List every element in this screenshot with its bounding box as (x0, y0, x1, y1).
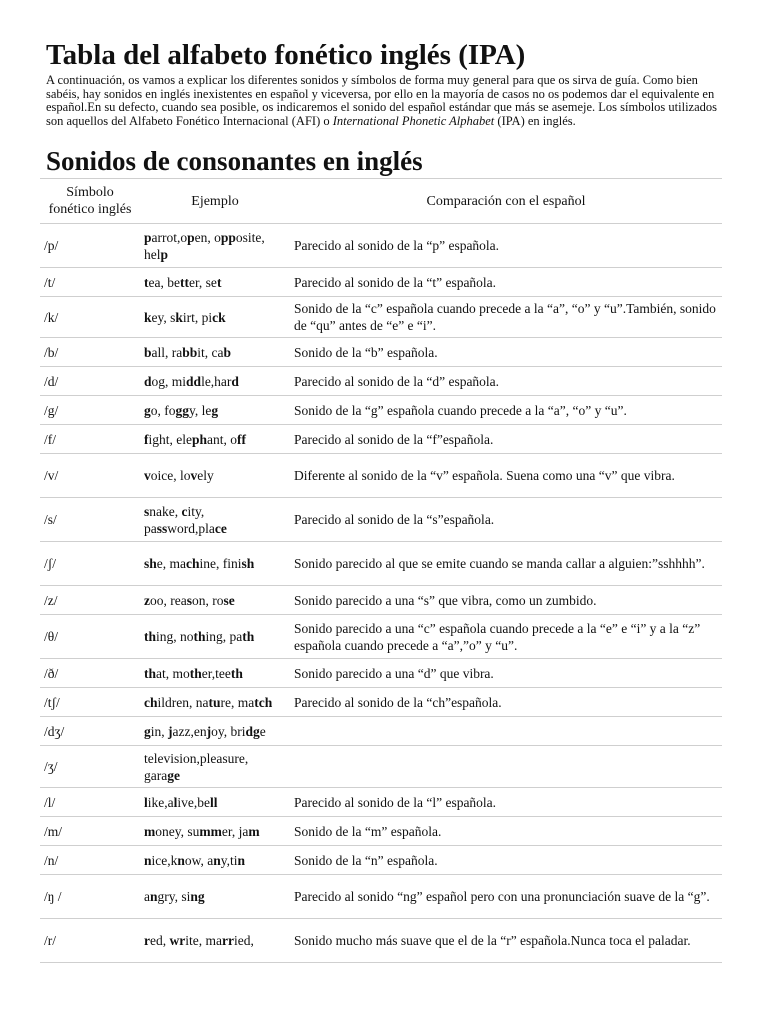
table-row (40, 919, 722, 963)
example-highlight: rr (222, 933, 234, 948)
table-row (40, 586, 722, 615)
table-row (40, 688, 722, 717)
example-cell (140, 746, 290, 788)
example-text: e (259, 723, 266, 739)
example-highlight: ge (167, 767, 180, 783)
table-row (40, 224, 722, 268)
example-highlight: ph (192, 431, 208, 447)
table-row (40, 615, 722, 659)
example-text: oy, bri (211, 723, 246, 739)
intro-text: (IPA) en inglés. (494, 113, 576, 128)
example-highlight: tt (179, 274, 189, 290)
comparison-cell: Parecido al sonido de la “d” española. (290, 367, 722, 396)
example-highlight: ss (156, 520, 168, 536)
example-highlight: tu (208, 694, 221, 710)
example-highlight: n (150, 889, 158, 904)
table-row (40, 425, 722, 454)
example-text: y, le (189, 402, 212, 418)
document-title: Tabla del alfabeto fonético inglés (IPA) (46, 39, 526, 71)
example-highlight: k (144, 309, 152, 325)
example-cell (140, 542, 290, 586)
example-highlight: m (248, 823, 260, 839)
example-highlight: g (211, 402, 219, 418)
symbol-cell: /t/ (40, 268, 140, 297)
example-cell (140, 586, 290, 615)
example-cell (140, 615, 290, 659)
example-text: y,ti (220, 852, 238, 868)
example-text: ow, a (184, 852, 214, 868)
example-text: ive,be (177, 794, 211, 810)
example-cell (140, 688, 290, 717)
example-highlight: j (168, 723, 173, 739)
comparison-cell: Sonido de la “n” española. (290, 846, 722, 875)
symbol-cell: /r/ (40, 919, 140, 963)
example-text: ity, pa (144, 503, 205, 536)
example-text: ice,k (151, 852, 178, 868)
example-highlight: v (190, 468, 198, 483)
example-cell (140, 367, 290, 396)
example-highlight: t (216, 274, 222, 290)
example-highlight: d (231, 373, 239, 389)
example-highlight: p (144, 229, 152, 245)
example-text: re, ma (220, 694, 255, 710)
example-highlight: m (144, 823, 156, 839)
comparison-cell: Parecido al sonido de la “s”española. (290, 498, 722, 542)
comparison-cell: Sonido de la “g” española cuando precede a la “a”, “o” y “u”. (290, 396, 722, 425)
example-text: oo, rea (150, 592, 187, 608)
example-highlight: dd (186, 373, 202, 389)
example-highlight: ch (186, 556, 200, 571)
table-row (40, 659, 722, 688)
comparison-cell: Sonido parecido a una “c” española cuando precede a la “e” e “i” y a la “z” española cuando precede a “a”,”o” y “u”. (290, 615, 722, 659)
example-cell (140, 875, 290, 919)
header-example: Ejemplo (140, 179, 290, 224)
example-cell (140, 396, 290, 425)
table-row (40, 268, 722, 297)
header-comparison: Comparación con el español (290, 179, 722, 224)
example-text: oney, su (155, 823, 200, 839)
table-row (40, 454, 722, 498)
example-highlight: ch (144, 694, 158, 710)
example-highlight: wr (169, 933, 186, 948)
example-highlight: s (144, 503, 150, 519)
example-text: oice, lo (150, 468, 191, 483)
comparison-cell: Parecido al sonido de la “f”española. (290, 425, 722, 454)
example-cell (140, 297, 290, 338)
symbol-cell: /b/ (40, 338, 140, 367)
comparison-cell: Sonido de la “b” española. (290, 338, 722, 367)
example-highlight: b (223, 344, 232, 360)
example-highlight: th (144, 665, 157, 681)
example-text: ike,a (147, 794, 174, 810)
intro-paragraph (46, 74, 726, 128)
table-body (40, 224, 722, 963)
example-highlight: s (186, 592, 192, 608)
example-highlight: n (213, 852, 221, 868)
symbol-cell: /g/ (40, 396, 140, 425)
example-cell (140, 817, 290, 846)
comparison-cell: Parecido al sonido de la “p” española. (290, 224, 722, 268)
intro-italic-text: International Phonetic Alphabet (332, 113, 495, 128)
table-row (40, 338, 722, 367)
ipa-consonant-table (40, 178, 722, 963)
symbol-cell: /z/ (40, 586, 140, 615)
example-highlight: pp (220, 229, 236, 245)
example-text: ing, no (156, 629, 194, 644)
example-highlight: b (144, 344, 152, 360)
symbol-cell: /l/ (40, 788, 140, 817)
example-cell (140, 498, 290, 542)
example-text: on, ro (192, 592, 224, 608)
example-text: osite, hel (144, 229, 265, 262)
example-highlight: bb (182, 344, 198, 360)
example-highlight: th (193, 629, 206, 644)
example-cell (140, 268, 290, 297)
example-text: all, ra (151, 344, 183, 360)
example-cell (140, 788, 290, 817)
comparison-cell: Sonido parecido a una “d” que vibra. (290, 659, 722, 688)
example-text: er, se (188, 274, 217, 290)
example-text: ely (197, 468, 214, 483)
example-text: o, fo (150, 402, 176, 418)
example-text: at, mo (156, 665, 190, 681)
example-text: ildren, na (157, 694, 209, 710)
example-text: er,tee (201, 665, 231, 681)
example-highlight: d (144, 373, 152, 389)
symbol-cell: /ʒ/ (40, 746, 140, 788)
example-highlight: p (160, 246, 169, 262)
symbol-cell: /ʃ/ (40, 542, 140, 586)
comparison-cell: Parecido al sonido de la “l” española. (290, 788, 722, 817)
example-text: ight, ele (148, 431, 192, 447)
intro-text: A continuación, os vamos a explicar los diferentes sonidos y símbolos de forma muy general para que os sirva de guía. Como bien sabéis, hay sonidos en inglés inexistentes en español y viceversa, por ello en la mayoría de casos no os podemos dar el equivalente en español.En su defecto, cuando sea posible, os indicaremos el sonido del español estándar que más se asemeje. Los símbolos utilizados son aquellos del Alfabeto Fonético Internacional (AFI) o (46, 73, 718, 128)
example-highlight: dg (245, 723, 260, 739)
example-highlight: g (144, 402, 151, 418)
comparison-cell: Parecido al sonido de la “t” española. (290, 268, 722, 297)
example-highlight: gg (175, 402, 189, 418)
table-row (40, 542, 722, 586)
table-row (40, 746, 722, 788)
header-symbol: Símbolo fonético inglés (40, 179, 140, 224)
example-highlight: th (230, 665, 243, 681)
ipa-table-container (40, 178, 722, 963)
comparison-cell: Sonido de la “c” española cuando precede a la “a”, “o” y “u”.También, sonido de “qu” antes de “e” e “i”. (290, 297, 722, 338)
symbol-cell: /s/ (40, 498, 140, 542)
comparison-cell (290, 717, 722, 746)
example-highlight: ce (214, 520, 227, 536)
example-highlight: th (144, 629, 157, 644)
table-row (40, 817, 722, 846)
example-text: e, ma (156, 556, 187, 571)
table-row (40, 717, 722, 746)
example-text: ant, o (207, 431, 238, 447)
example-text: ed, (150, 933, 170, 948)
table-row (40, 396, 722, 425)
example-text: ine, fini (199, 556, 242, 571)
example-highlight: n (177, 852, 185, 868)
example-text: azz,en (172, 723, 207, 739)
table-row (40, 367, 722, 396)
comparison-cell: Sonido parecido al que se emite cuando se manda callar a alguien:”sshhhh”. (290, 542, 722, 586)
comparison-cell: Sonido parecido a una “s” que vibra, como un zumbido. (290, 586, 722, 615)
example-highlight: r (144, 933, 150, 948)
comparison-cell: Sonido de la “m” española. (290, 817, 722, 846)
example-highlight: n (237, 852, 246, 868)
example-highlight: th (189, 665, 202, 681)
example-highlight: f (144, 431, 149, 447)
comparison-cell: Parecido al sonido “ng” español pero con una pronunciación suave de la “g”. (290, 875, 722, 919)
symbol-cell: /n/ (40, 846, 140, 875)
comparison-cell (290, 746, 722, 788)
example-cell (140, 338, 290, 367)
table-header-row (40, 179, 722, 224)
symbol-cell: /tʃ/ (40, 688, 140, 717)
example-highlight: p (187, 229, 195, 245)
table-row (40, 875, 722, 919)
example-cell (140, 454, 290, 498)
example-highlight: sh (144, 556, 157, 571)
example-text: en, o (194, 229, 221, 245)
example-text: a (144, 889, 150, 904)
symbol-cell: /f/ (40, 425, 140, 454)
example-text: nake, (149, 503, 182, 519)
example-text: ied, (233, 933, 254, 948)
example-highlight: ll (210, 794, 218, 810)
example-highlight: c (181, 503, 188, 519)
example-highlight: j (206, 723, 212, 739)
table-row (40, 297, 722, 338)
symbol-cell: /p/ (40, 224, 140, 268)
example-highlight: l (144, 794, 148, 810)
symbol-cell: /dʒ/ (40, 717, 140, 746)
symbol-cell: /v/ (40, 454, 140, 498)
symbol-cell: /m/ (40, 817, 140, 846)
example-highlight: th (242, 629, 255, 644)
example-text: er, ja (221, 823, 249, 839)
table-row (40, 846, 722, 875)
example-text: arrot,o (151, 229, 188, 245)
example-text: television,pleasure, gara (144, 750, 249, 783)
example-cell (140, 717, 290, 746)
example-cell (140, 425, 290, 454)
example-highlight: ck (212, 309, 226, 325)
example-text: ey, s (151, 309, 176, 325)
example-highlight: ff (237, 431, 247, 447)
example-highlight: v (144, 468, 151, 483)
example-text: it, ca (197, 344, 224, 360)
example-text: ite, ma (185, 933, 222, 948)
table-row (40, 788, 722, 817)
example-cell (140, 224, 290, 268)
example-highlight: tch (254, 694, 273, 710)
example-text: ing, pa (205, 629, 243, 644)
example-cell (140, 659, 290, 688)
section-title: Sonidos de consonantes en inglés (46, 146, 423, 176)
example-highlight: g (144, 723, 151, 739)
symbol-cell: /θ/ (40, 615, 140, 659)
example-highlight: n (144, 852, 152, 868)
example-text: og, mi (151, 373, 187, 389)
example-highlight: k (175, 309, 183, 325)
example-highlight: mm (199, 823, 222, 839)
example-highlight: l (173, 794, 178, 810)
example-highlight: se (223, 592, 235, 608)
example-cell (140, 919, 290, 963)
comparison-cell: Diferente al sonido de la “v” española. Suena como una “v” que vibra. (290, 454, 722, 498)
symbol-cell: /ŋ / (40, 875, 140, 919)
comparison-cell: Parecido al sonido de la “ch”española. (290, 688, 722, 717)
example-text: in, (150, 723, 169, 739)
symbol-cell: /k/ (40, 297, 140, 338)
example-text: ea, be (148, 274, 180, 290)
example-highlight: z (144, 592, 150, 608)
example-highlight: ng (190, 889, 205, 904)
example-text: le,har (201, 373, 232, 389)
example-text: gry, si (157, 889, 191, 904)
example-text: irt, pi (182, 309, 213, 325)
example-highlight: t (144, 274, 149, 290)
table-row (40, 498, 722, 542)
comparison-cell: Sonido mucho más suave que el de la “r” española.Nunca toca el paladar. (290, 919, 722, 963)
example-cell (140, 846, 290, 875)
example-text: word,pla (167, 520, 215, 536)
symbol-cell: /ð/ (40, 659, 140, 688)
example-highlight: sh (241, 556, 255, 571)
symbol-cell: /d/ (40, 367, 140, 396)
